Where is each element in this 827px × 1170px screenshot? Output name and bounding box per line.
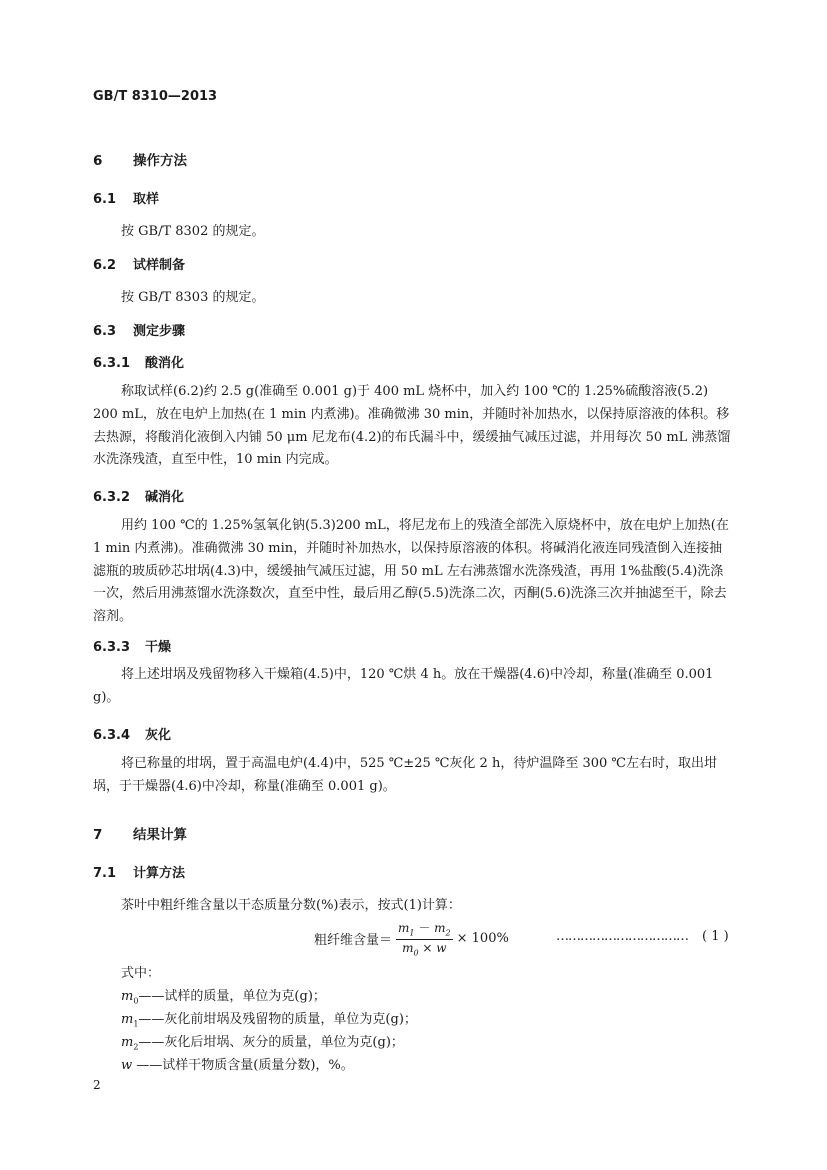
section-title: 碱消化 bbox=[145, 490, 185, 505]
section-number: 6.3.1 bbox=[93, 356, 131, 371]
section-number: 6 bbox=[93, 153, 103, 169]
section-6-3-1-heading bbox=[93, 352, 184, 371]
formula-numerator: $m_1 - m_2$ bbox=[398, 921, 451, 938]
section-6-1-heading bbox=[93, 188, 159, 207]
section-number: 6.3.2 bbox=[93, 490, 131, 505]
section-title: 结果计算 bbox=[133, 827, 187, 843]
section-number: 6.3 bbox=[93, 324, 117, 339]
section-6-3-4-heading bbox=[93, 724, 171, 743]
section-6-heading bbox=[93, 149, 187, 169]
section-title: 酸消化 bbox=[145, 356, 185, 371]
formula-lhs: 粗纤维含量＝ bbox=[314, 932, 393, 948]
section-title: 干燥 bbox=[145, 640, 172, 655]
section-number: 6.3.4 bbox=[93, 728, 131, 743]
section-6-3-2-heading bbox=[93, 486, 184, 505]
section-6-2-text: 按 GB/T 8303 的规定。 bbox=[121, 290, 265, 305]
formula-equation-number: ( 1 ) bbox=[702, 929, 729, 944]
section-7-1-intro: 茶叶中粗纤维含量以干态质量分数(%)表示，按式(1)计算： bbox=[121, 898, 461, 913]
where-label: 式中： bbox=[121, 966, 161, 981]
section-title: 计算方法 bbox=[133, 866, 186, 881]
section-7-heading bbox=[93, 823, 187, 843]
section-6-3-heading bbox=[93, 320, 185, 339]
section-6-3-4-paragraph: 将已称量的坩埚，置于高温电炉(4.4)中，525 ℃±25 ℃灰化 2 h，待炉温降至 300 ℃左右时，取出坩埚，于干燥器(4.6)中冷却，称量(准确至 0.001 g)。 bbox=[93, 756, 717, 794]
section-number: 6.3.3 bbox=[93, 640, 131, 655]
section-6-3-3-paragraph: 将上述坩埚及残留物移入干燥箱(4.5)中，120 ℃烘 4 h。放在干燥器(4.6)中冷却，称量(准确至 0.001 g)。 bbox=[93, 667, 714, 705]
section-title: 灰化 bbox=[145, 728, 172, 743]
section-6-3-3-heading bbox=[93, 636, 171, 655]
section-title: 试样制备 bbox=[133, 258, 186, 273]
formula-denominator: $m_0 \times w$ bbox=[402, 940, 447, 957]
standard-code: GB/T 8310—2013 bbox=[93, 89, 218, 104]
section-7-1-heading bbox=[93, 862, 185, 881]
section-title: 操作方法 bbox=[133, 153, 187, 169]
definition-w: w ——试样干物质含量(质量分数)，%。 bbox=[121, 1058, 354, 1073]
section-number: 6.1 bbox=[93, 192, 117, 207]
page-number: 2 bbox=[93, 1078, 101, 1092]
section-number: 7 bbox=[93, 827, 103, 843]
definition-m1: $m_1——$灰化前坩埚及残留物的质量，单位为克(g)； bbox=[121, 1012, 417, 1029]
definition-m0: $m_0——$试样的质量，单位为克(g)； bbox=[121, 989, 326, 1006]
section-number: 6.2 bbox=[93, 258, 117, 273]
section-6-1-text: 按 GB/T 8302 的规定。 bbox=[121, 224, 265, 239]
section-title: 测定步骤 bbox=[133, 324, 186, 339]
formula-fraction bbox=[396, 919, 453, 957]
formula-rhs: × 100% bbox=[456, 930, 509, 946]
definition-m2: $m_2——$灰化后坩埚、灰分的质量，单位为克(g)； bbox=[121, 1035, 404, 1052]
section-number: 7.1 bbox=[93, 866, 117, 881]
section-6-2-heading bbox=[93, 254, 185, 273]
section-title: 取样 bbox=[133, 192, 160, 207]
section-6-3-1-paragraph: 称取试样(6.2)约 2.5 g(准确至 0.001 g)于 400 mL 烧杯中，加入约 100 ℃的 1.25%硫酸溶液(5.2) 200 mL，放在电炉上加热(在 1 min 内煮沸)。准确微沸 30 min，并随时补加热水，以保持原溶液的体积。移去热源，将酸消化液倒入内铺 50 μm 尼龙布(4.2)的布氏漏斗中，缓缓抽气减压过滤，并用每次 50 mL 沸蒸馏水洗涤残渣，直至中性，10 min 内完成。 bbox=[93, 384, 731, 468]
formula bbox=[314, 918, 509, 958]
section-6-3-2-paragraph: 用约 100 ℃的 1.25%氢氧化钠(5.3)200 mL，将尼龙布上的残渣全部洗入原烧杯中，放在电炉上加热(在 1 min 内煮沸)。准确微沸 30 min，并随时补加热水，以保持原溶液的体积。将碱消化液连同残渣倒入连接抽滤瓶的玻质砂芯坩埚(4.3)中，缓缓抽气减压过滤，用 50 mL 左右沸蒸馏水洗涤残渣，再用 1%盐酸(5.4)洗涤一次，然后用沸蒸馏水洗涤数次，直至中性，最后用乙醇(5.5)洗涤二次，丙酮(5.6)洗涤三次并抽滤至干，除去溶剂。 bbox=[93, 518, 729, 625]
formula-leader: …………………………… bbox=[556, 929, 688, 944]
